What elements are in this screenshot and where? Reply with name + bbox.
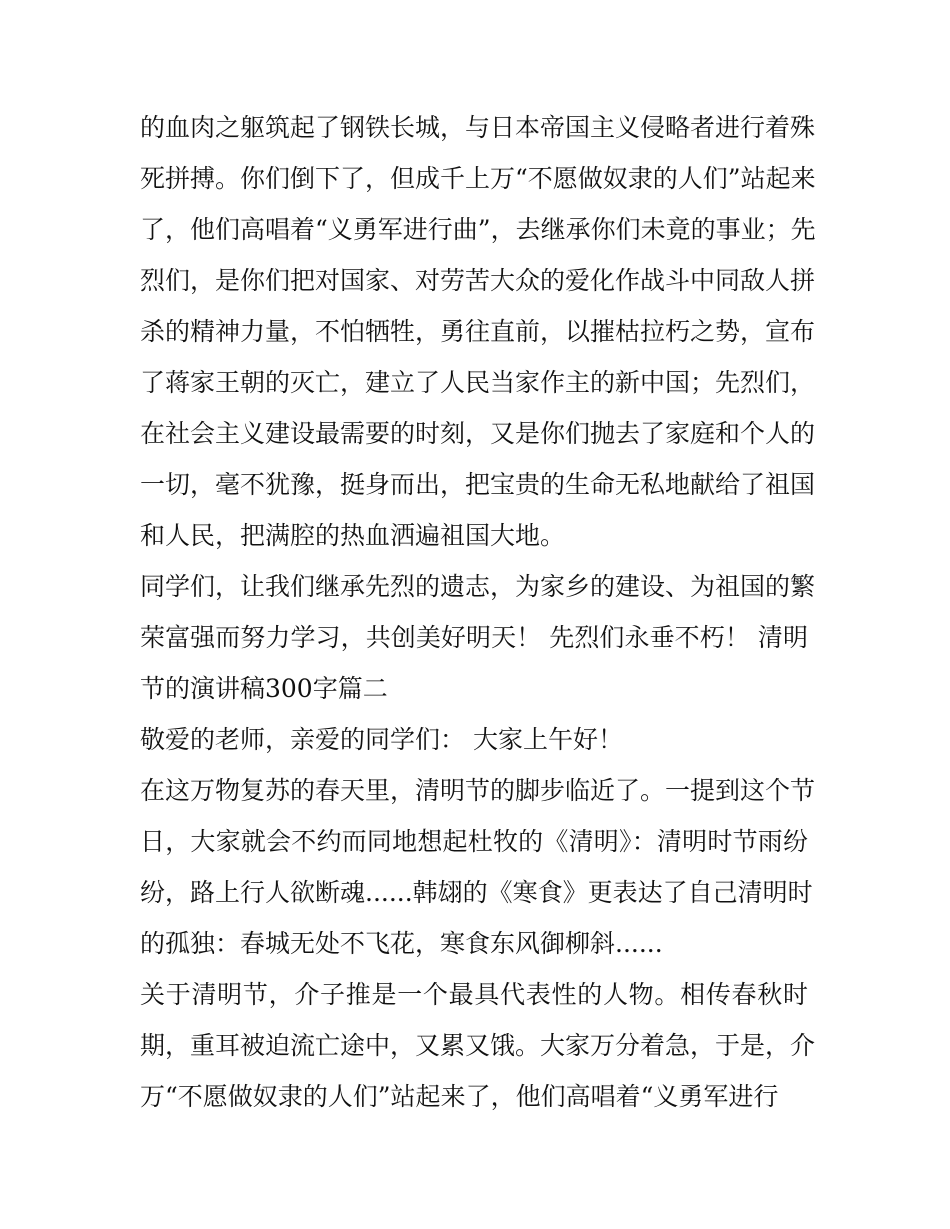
text-line-18: 关于清明节，介子推是一个最具代表性的人物。相传春秋时 — [140, 980, 808, 1009]
greeting-line: 敬爱的老师，亲爱的同学们： 大家上午好！ — [140, 725, 623, 754]
text-line-11: 荣富强而努力学习，共创美好明天！ 先烈们永垂不朽！ 清明 — [140, 623, 808, 652]
text-line-10: 同学们，让我们继承先烈的遗志，为家乡的建设、为祖国的繁 — [140, 572, 816, 601]
text-line-4: 烈们，是你们把对国家、对劳苦大众的爱化作战斗中同敌人拼 — [140, 266, 816, 295]
text-line-15: 日，大家就会不约而同地想起杜牧的《清明》：清明时节雨纷 — [140, 827, 808, 856]
text-line-14: 在这万物复苏的春天里，清明节的脚步临近了。一提到这个节 — [140, 776, 816, 805]
text-line-9: 和人民，把满腔的热血洒遍祖国大地。 — [140, 521, 566, 550]
text-line-7: 在社会主义建设最需要的时刻，又是你们抛去了家庭和个人的 — [140, 419, 816, 448]
document-text-body — [140, 102, 820, 1122]
text-line-17: 的孤独：春城无处不飞花，寒食东风御柳斜...... — [140, 929, 663, 958]
text-line-5: 杀的精神力量，不怕牺牲，勇往直前，以摧枯拉朽之势，宣布 — [140, 317, 816, 346]
text-line-8: 一切，毫不犹豫，挺身而出，把宝贵的生命无私地献给了祖国 — [140, 470, 816, 499]
text-line-19: 期，重耳被迫流亡途中，又累又饿。大家万分着急，于是，介 — [140, 1031, 816, 1060]
text-line-20: 万“不愿做奴隶的人们”站起来了，他们高唱着“义勇军进行 — [140, 1082, 779, 1111]
text-line-3: 了，他们高唱着“义勇军进行曲”，去继承你们未竟的事业；先 — [140, 215, 816, 244]
text-line-2: 死拼搏。你们倒下了，但成千上万“不愿做奴隶的人们”站起来 — [140, 164, 816, 193]
text-line-16: 纷，路上行人欲断魂......韩翃的《寒食》更表达了自己清明时 — [140, 878, 813, 907]
section-heading: 节的演讲稿300字篇二 — [140, 674, 388, 703]
text-line-6: 了蒋家王朝的灭亡，建立了人民当家作主的新中国；先烈们， — [140, 368, 816, 397]
text-line-1: 的血肉之躯筑起了钢铁长城，与日本帝国主义侵略者进行着殊 — [140, 113, 816, 142]
